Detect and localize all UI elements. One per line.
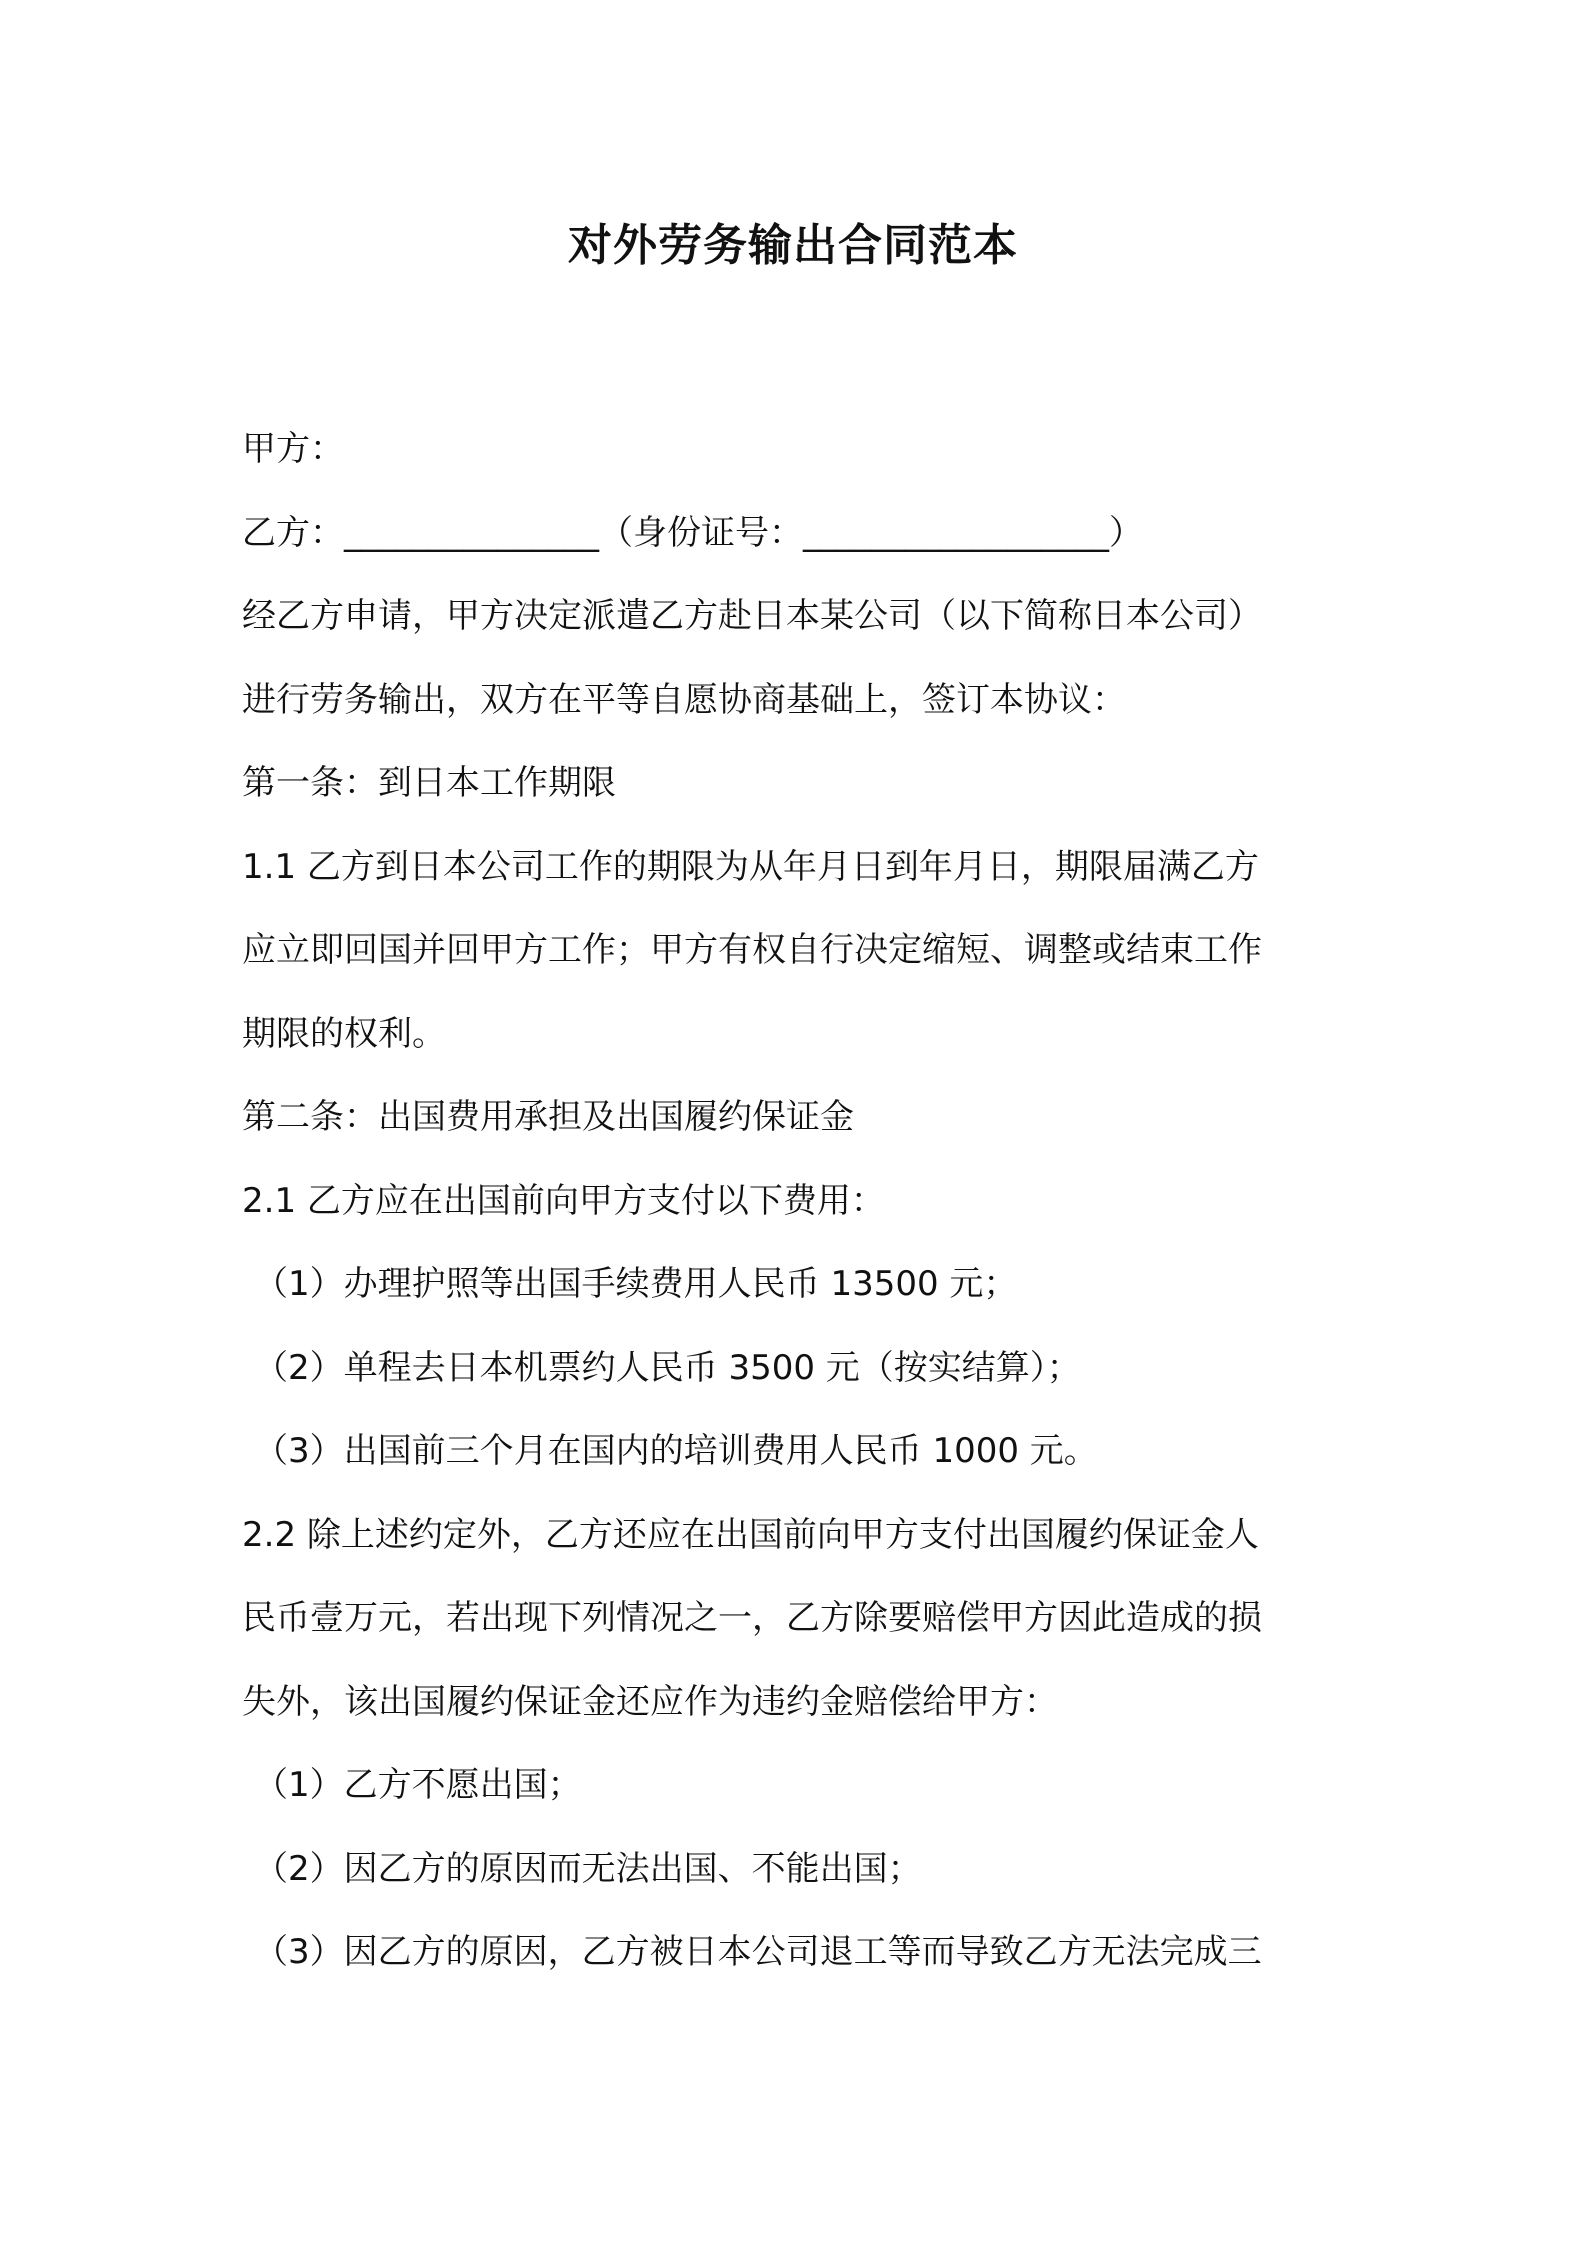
- party-b-line: 乙方：_______________（身份证号：__________________）: [242, 512, 1143, 553]
- paragraph-line: 经乙方申请，甲方决定派遣乙方赴日本某公司（以下简称日本公司）: [242, 596, 1262, 636]
- paragraph-line: 民币壹万元，若出现下列情况之一，乙方除要赔偿甲方因此造成的损: [242, 1598, 1262, 1638]
- paragraph-line: 进行劳务输出，双方在平等自愿协商基础上，签订本协议：: [242, 679, 1126, 720]
- list-item: （1）办理护照等出国手续费用人民币 13500 元；: [254, 1264, 1018, 1304]
- document-title: 对外劳务输出合同范本: [568, 220, 1018, 271]
- paragraph-line: 期限的权利。: [242, 1013, 446, 1054]
- paragraph-line: 失外，该出国履约保证金还应作为违约金赔偿给甲方：: [242, 1681, 1058, 1722]
- list-item: （2）单程去日本机票约人民币 3500 元（按实结算）；: [254, 1347, 1081, 1388]
- list-item: （3）因乙方的原因，乙方被日本公司退工等而导致乙方无法完成三: [254, 1932, 1262, 1972]
- article-heading: 第一条：到日本工作期限: [242, 763, 616, 803]
- paragraph-line: 2.2 除上述约定外，乙方还应在出国前向甲方支付出国履约保证金人: [242, 1514, 1259, 1555]
- article-heading: 第二条：出国费用承担及出国履约保证金: [242, 1097, 854, 1137]
- list-item: （2）因乙方的原因而无法出国、不能出国；: [254, 1848, 922, 1889]
- list-item: （1）乙方不愿出国；: [254, 1765, 582, 1805]
- document-body: [242, 408, 1362, 1995]
- list-item: （3）出国前三个月在国内的培训费用人民币 1000 元。: [254, 1431, 1098, 1471]
- paragraph-line: 1.1 乙方到日本公司工作的期限为从年月日到年月日，期限届满乙方: [242, 846, 1259, 887]
- paragraph-line: 应立即回国并回甲方工作；甲方有权自行决定缩短、调整或结束工作: [242, 930, 1262, 970]
- paragraph-line: 2.1 乙方应在出国前向甲方支付以下费用：: [242, 1180, 885, 1221]
- party-a-line: 甲方：: [242, 429, 344, 469]
